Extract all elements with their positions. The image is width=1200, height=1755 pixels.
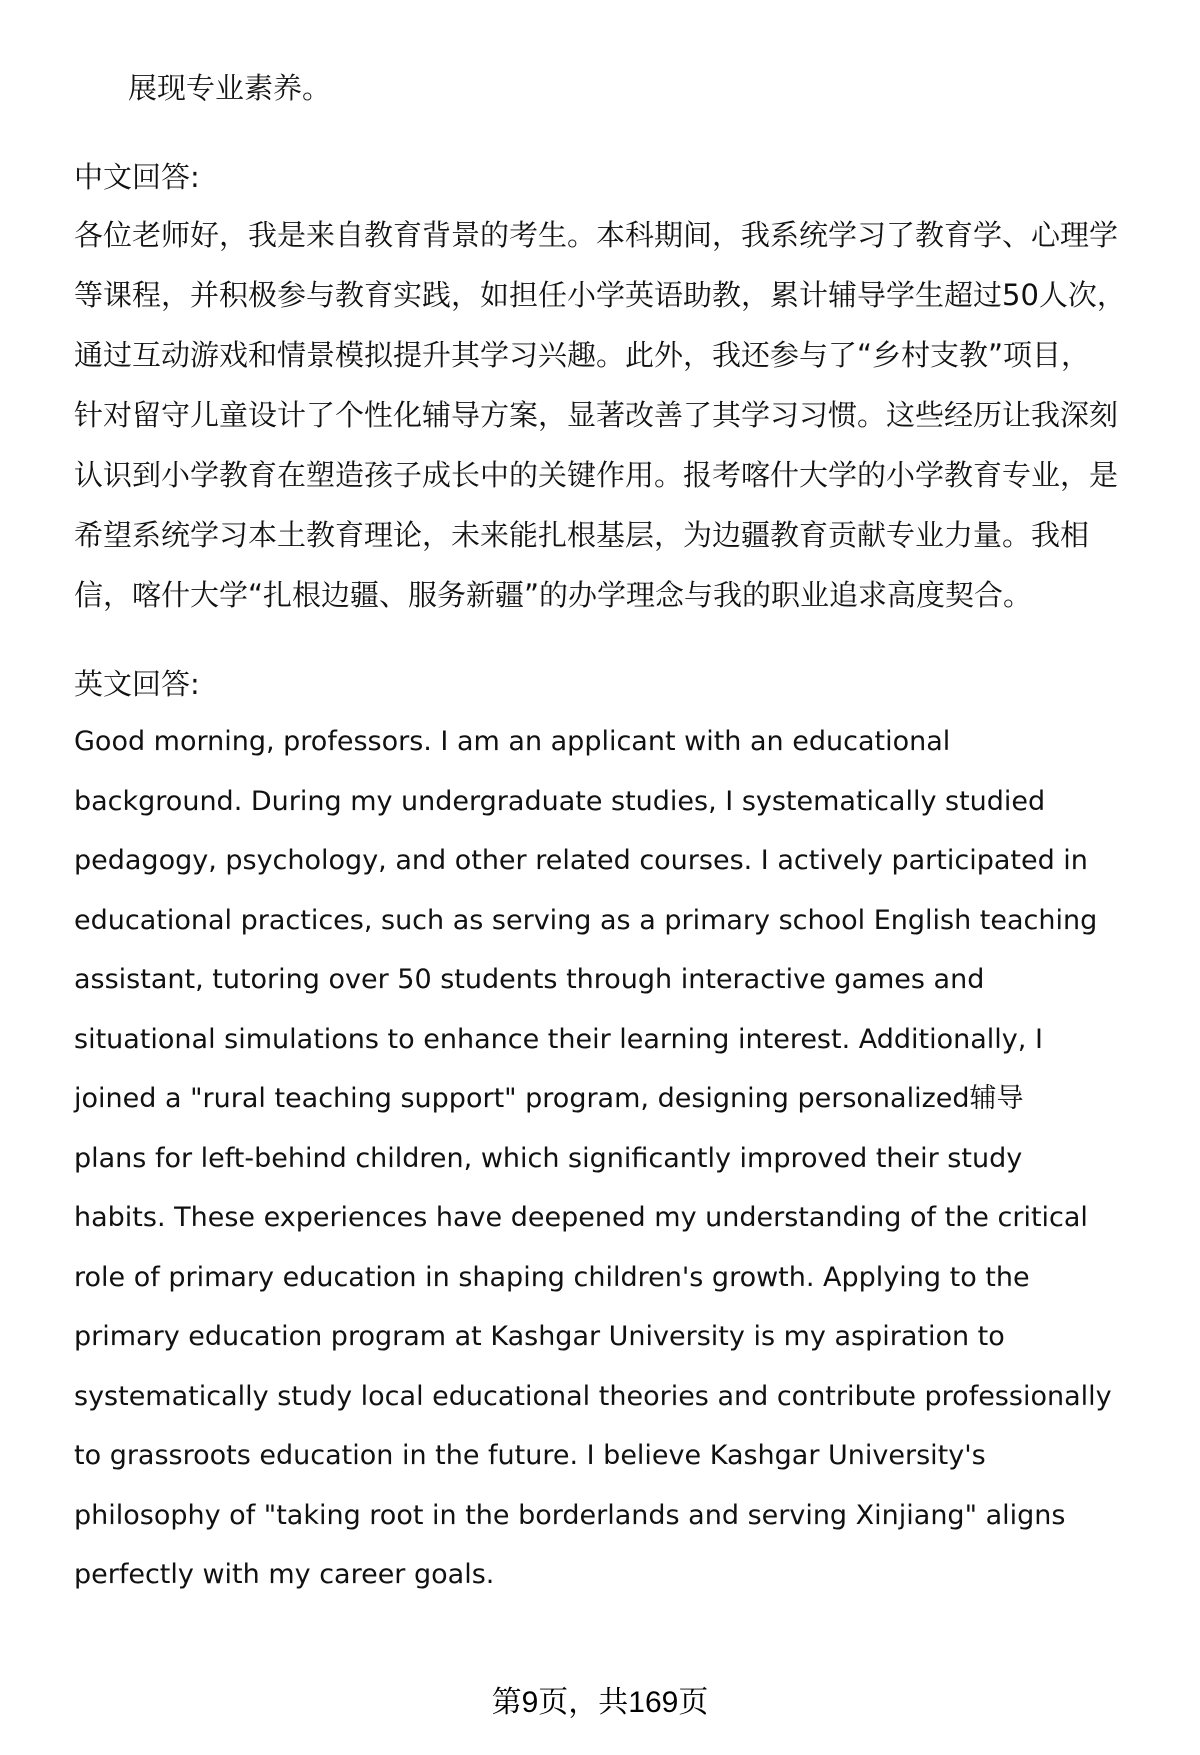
paragraph-line: Good morning, professors. I am an applicant with an educational [74,726,951,757]
paragraph-line: joined a "rural teaching support" program, designing personalized辅导 [74,1083,1024,1114]
paragraph-line: habits. These experiences have deepened my understanding of the critical [74,1202,1088,1233]
paragraph-line: systematically study local educational theories and contribute professionally [74,1380,1112,1412]
paragraph-line: perfectly with my career goals. [74,1559,495,1590]
paragraph-line: 希望系统学习本土教育理论，未来能扎根基层，为边疆教育贡献专业力量。我相 [74,518,1090,552]
page-number-footer: 第9页，共169页 [491,1686,709,1719]
paragraph-line: pedagogy, psychology, and other related courses. I actively participated in [74,845,1088,876]
chinese-answer-body [74,215,1126,635]
paragraph-line: situational simulations to enhance their learning interest. Additionally, I [74,1023,1043,1055]
paragraph-line: 各位老师好，我是来自教育背景的考生。本科期间，我系统学习了教育学、心理学 [74,218,1119,252]
paragraph-line: 通过互动游戏和情景模拟提升其学习兴趣。此外，我还参与了“乡村支教”项目， [74,338,1091,372]
paragraph-line: to grassroots education in the future. I believe Kashgar University's [74,1440,986,1471]
paragraph-line: background. During my undergraduate studies, I systematically studied [74,785,1046,817]
paragraph-line: philosophy of "taking root in the borderlands and serving Xinjiang" aligns [74,1499,1066,1531]
paragraph-line: 认识到小学教育在塑造孩子成长中的关键作用。报考喀什大学的小学教育专业，是 [74,458,1119,492]
paragraph-line: 信，喀什大学“扎根边疆、服务新疆”的办学理念与我的职业追求高度契合。 [74,578,1033,612]
paragraph-line: assistant, tutoring over 50 students through interactive games and [74,964,985,995]
paragraph-line: plans for left-behind children, which significantly improved their study [74,1142,1023,1174]
english-answer-heading: 英文回答: [74,667,200,701]
chinese-answer-heading: 中文回答: [74,160,200,194]
english-answer-body [74,722,1112,1615]
paragraph-line: role of primary education in shaping children's growth. Applying to the [74,1261,1030,1293]
paragraph-line: 针对留守儿童设计了个性化辅导方案，显著改善了其学习习惯。这些经历让我深刻 [74,398,1119,432]
paragraph-line: educational practices, such as serving as a primary school English teaching [74,904,1098,936]
intro-text-tail: 展现专业素养。 [128,71,332,105]
paragraph-line: 等课程，并积极参与教育实践，如担任小学英语助教，累计辅导学生超过50人次， [74,278,1126,312]
paragraph-line: primary education program at Kashgar University is my aspiration to [74,1321,1005,1352]
